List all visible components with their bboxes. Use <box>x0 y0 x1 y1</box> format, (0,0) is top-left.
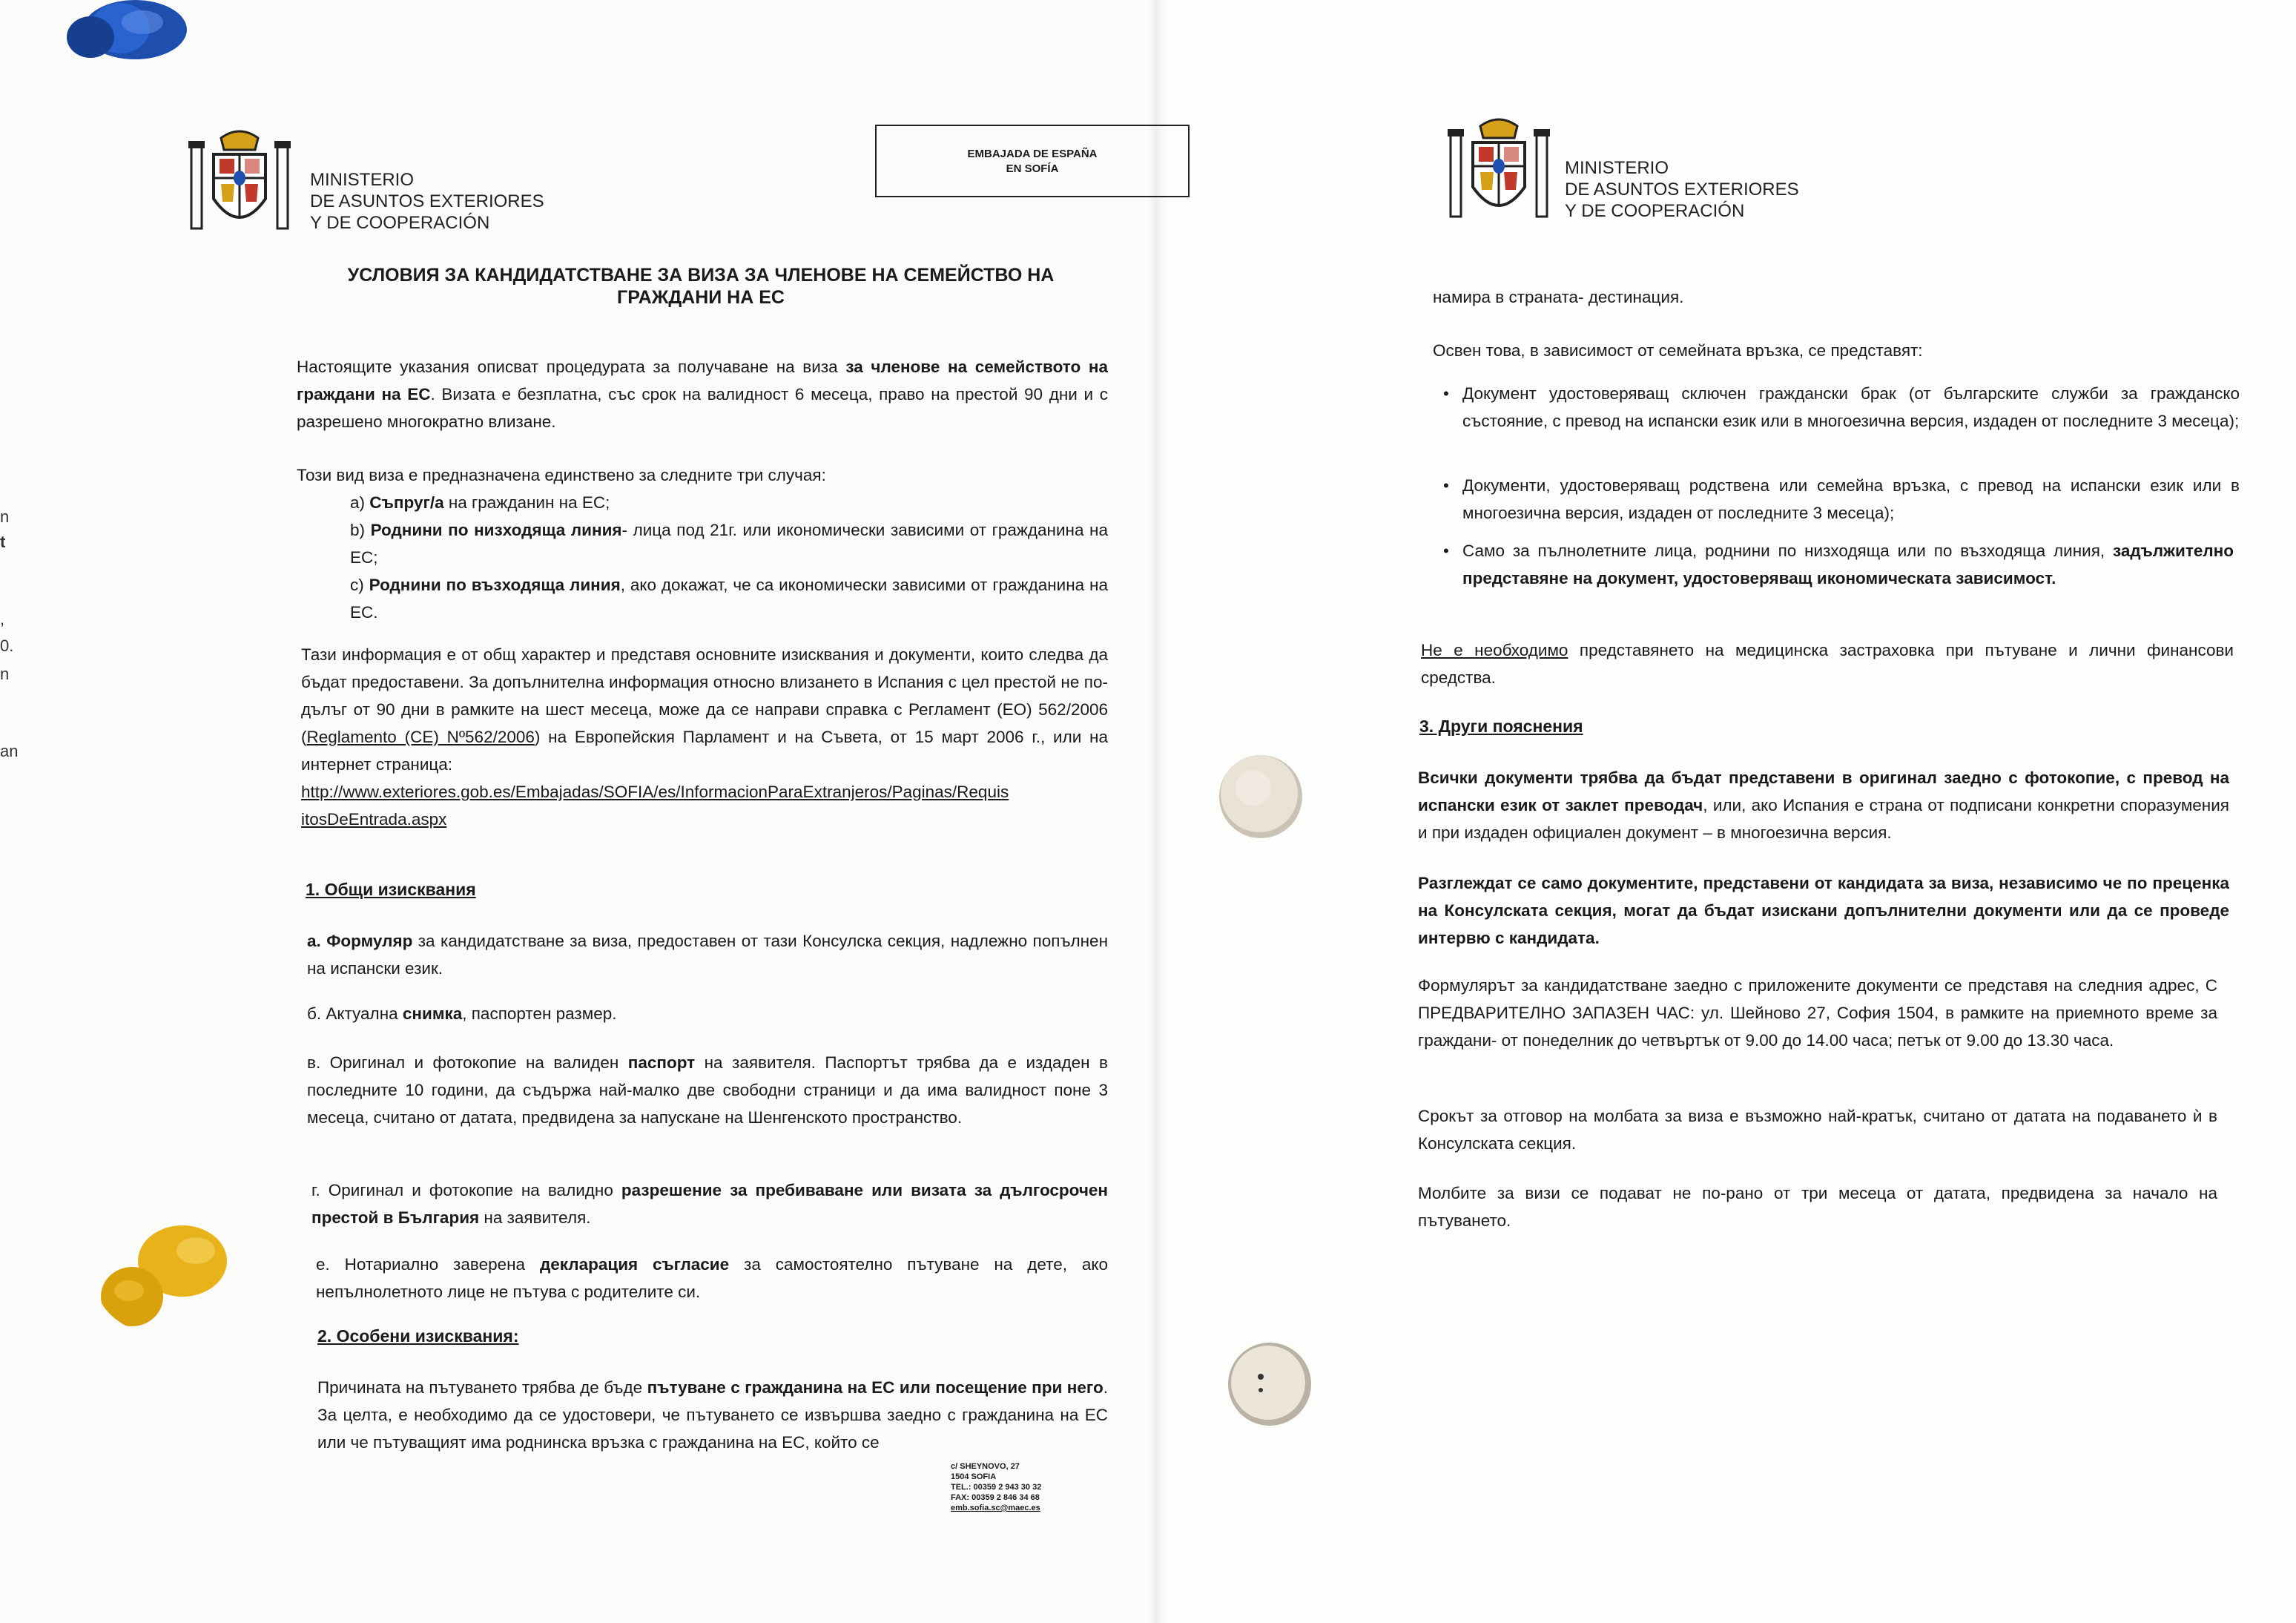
timing-paragraph <box>1418 1179 2217 1234</box>
submission-text: Формулярът за кандидатстване заедно с приложените документи се представя на следния адрес, С ПРЕДВАРИТЕЛНО ЗАПАЗЕН ЧАС: ул. Шейново 27, София 1504, в рамките на приемното време за граждани- от понеделник до четвъртък от 9.00 до 14.00 часа; петък от 9.00 до 13.30 часа. <box>1418 976 2217 1050</box>
edge-mark: an <box>0 742 19 760</box>
intro-paragraph <box>297 353 1108 435</box>
review-bold: Разглеждат се само документите, представени от кандидата за виза, независимо че по преценка на Консулската секция, могат да бъдат изискани допълнителни документи или да се проведе интервю с кандидата. <box>1418 874 2229 947</box>
info-paragraph <box>301 641 1108 833</box>
website-link-part[interactable]: http://www.exteriores.gob.es/Embajadas/SOFIA/es/InformacionParaExtranjeros/Paginas/Requis <box>301 783 1009 801</box>
req-bold: снимка <box>402 1004 463 1023</box>
response-text: Срокът за отговор на молбата за виза е възможно най-кратък, считано от датата на подаването ѝ в Консулската секция. <box>1418 1107 2217 1153</box>
title-line: УСЛОВИЯ ЗА КАНДИДАТСТВАНЕ ЗА ВИЗА ЗА ЧЛЕНОВЕ НА СЕМЕЙСТВО НА <box>347 265 1055 286</box>
bullet-text: Само за пълнолетните лица, роднини по низходяща или по възходяща линия, <box>1462 541 2113 560</box>
bullet-bold: задължително представяне на документ, удостоверяващ икономическата зависимост. <box>1462 541 2234 587</box>
ministry-line: Y DE COOPERACIÓN <box>310 213 490 233</box>
address-line: 1504 SOFIA <box>951 1472 997 1481</box>
embassy-line: EMBAJADA DE ESPAÑA <box>967 148 1098 160</box>
edge-mark: t <box>0 533 6 551</box>
magnet-icon <box>1224 1338 1314 1429</box>
timing-text: Молбите за визи се подават не по-рано от три месеца от датата, предвидена за начало на пътуването. <box>1418 1184 2217 1230</box>
section-1-heading: 1. Общи изисквания <box>306 880 476 899</box>
spanish-crest-icon <box>1443 110 1554 228</box>
ministry-line: MINISTERIO <box>310 170 415 190</box>
review-paragraph <box>1418 869 2229 952</box>
website-link-part[interactable]: itosDeEntrada.aspx <box>301 810 447 829</box>
sec2-text: Причината на пътуването трябва де бъде <box>317 1378 647 1397</box>
intro-text: . Визата е безплатна, със срок на валидност 6 месеца, право на престой 90 дни и с разрешено многократно влизане. <box>297 385 1108 431</box>
ministry-name <box>310 169 544 234</box>
edge-mark: , <box>0 610 5 628</box>
req-bold: Формуляр <box>326 932 413 950</box>
req-bold: декларация съгласие <box>539 1255 730 1274</box>
bullet-dot: • <box>1443 384 1449 403</box>
regulation-link[interactable]: Reglamento (CE) Nº562/2006 <box>306 728 535 746</box>
bullet-text: Документи, удостоверяващ родствена или семейна връзка, с превод на испански език или в многоезична версия, издаден от последните 3 месеца); <box>1462 476 2240 522</box>
info-text: Тази информация е от общ характер и представя основните изисквания и документи, които следва да бъдат предоставени. За допълнителна информация относно влизането в Испания с цел престой не по-дълъг от 90 дни в рамките на шест месеца, може да се направи справка с Регламент (ЕО) 562/2006 ( <box>301 645 1108 746</box>
address-line: TEL.: 00359 2 943 30 32 <box>951 1483 1042 1492</box>
info-text: ) на Европейския Парламент и на Съвета, от 15 март 2006 г., или на интернет страница: <box>301 728 1108 774</box>
intro-bold: за членове на семейството на граждани на ЕС <box>297 358 1108 404</box>
besides-text: Освен това, в зависимост от семейната връзка, се представят: <box>1433 341 1923 360</box>
response-paragraph <box>1418 1102 2217 1157</box>
spanish-crest-icon <box>184 125 295 237</box>
cases-list <box>350 489 1108 626</box>
case-bold: Съпруг/а <box>369 493 444 512</box>
cases-lead: Този вид виза е предназначена единствено за следните три случая: <box>297 466 826 484</box>
section-2-paragraph <box>317 1374 1108 1456</box>
edge-mark: 0. <box>0 636 14 655</box>
bullet-text: Документ удостоверяващ сключен граждански брак (от българските служби за гражданско състояние, с превод на испански език или в многоезична версия, издаден от последните 3 месеца); <box>1462 384 2240 430</box>
req-text: на заявителя. <box>479 1208 591 1227</box>
bullet-dot: • <box>1443 476 1449 495</box>
not-needed-text: представянето на медицинска застраховка при пътуване и лични финансови средства. <box>1421 641 2234 687</box>
embassy-stamp-box <box>875 125 1190 197</box>
req-marker: а. <box>307 932 327 950</box>
requirement-a <box>307 927 1108 982</box>
bullet-kinship <box>1443 472 2240 527</box>
yellow-pushpin-icon <box>93 1217 234 1335</box>
req-text: в. Оригинал и фотокопие на валиден <box>307 1053 628 1072</box>
embassy-address <box>951 1461 1041 1513</box>
ministry-line: Y DE COOPERACIÓN <box>1565 201 1745 221</box>
not-needed-paragraph <box>1421 636 2234 691</box>
ministry-line: DE ASUNTOS EXTERIORES <box>1565 180 1799 200</box>
bullet-marriage <box>1443 380 2240 435</box>
bullet-dot: • <box>1443 541 1449 560</box>
case-text: на гражданин на ЕС; <box>443 493 610 512</box>
title-line: ГРАЖДАНИ НА ЕС <box>617 287 785 308</box>
magnet-icon <box>1216 751 1307 841</box>
website-link[interactable] <box>301 778 1108 833</box>
bullet-dependency <box>1443 537 2234 592</box>
req-bold: паспорт <box>627 1053 696 1072</box>
case-text: , ако докажат, че са икономически зависими от гражданина на ЕС. <box>350 576 1108 622</box>
originals-paragraph <box>1418 764 2229 846</box>
sec2-text: . За целта, е необходимо да се удостовери, че пътуването се извършва заедно с гражданина на ЕС или че пътуващият има роднинска връзка с гражданина на ЕС, който се <box>317 1378 1108 1452</box>
case-marker: а) <box>350 493 370 512</box>
address-email[interactable]: emb.sofia.sc@maec.es <box>951 1504 1040 1512</box>
requirement-b <box>307 1000 1108 1027</box>
address-line: FAX: 00359 2 846 34 68 <box>951 1493 1040 1502</box>
requirement-e <box>316 1251 1108 1306</box>
ministry-line: DE ASUNTOS EXTERIORES <box>310 191 544 211</box>
req-text: за кандидатстване за виза, предоставен от тази Консулска секция, надлежно попълнен на испански език. <box>307 932 1108 978</box>
document-title <box>282 264 1120 309</box>
case-bold: Роднини по низходяща линия <box>370 521 622 539</box>
submission-paragraph <box>1418 972 2217 1054</box>
cases-block <box>297 461 1108 626</box>
originals-bold: Всички документи трябва да бъдат представени в оригинал заедно с фотокопие, с превод на испански език от заклет преводач <box>1418 768 2229 814</box>
ministry-line: MINISTERIO <box>1565 158 1669 178</box>
intro-text: Настоящите указания описват процедурата за получаване на виза <box>297 358 846 376</box>
req-text: б. Актуална <box>307 1004 403 1023</box>
not-needed-label: Не е необходимо <box>1421 641 1568 659</box>
edge-mark: n <box>0 507 10 526</box>
req-text: е. Нотариално заверена <box>316 1255 540 1274</box>
edge-mark: n <box>0 665 10 683</box>
ministry-name <box>1565 157 1799 222</box>
requirement-d <box>311 1176 1108 1231</box>
req-text: за самостоятелно пътуване на дете, ако непълнолетното лице не пътува с родителите си. <box>316 1255 1108 1301</box>
address-line: c/ SHEYNOVO, 27 <box>951 1462 1020 1471</box>
req-text: , паспортен размер. <box>462 1004 617 1023</box>
req-bold: разрешение за пребиваване или визата за дългосрочен престой в България <box>311 1181 1108 1227</box>
case-marker: c) <box>350 576 369 594</box>
continued-text: намира в страната- дестинация. <box>1433 288 1684 306</box>
case-marker: b) <box>350 521 371 539</box>
originals-text: , или, ако Испания е страна от подписани конкретни споразумения и при издаден официален документ – в многоезична версия. <box>1418 796 2229 842</box>
page-gutter <box>1148 0 1166 1623</box>
embassy-line: EN SOFÍA <box>1006 162 1059 175</box>
section-2-heading: 2. Особени изисквания: <box>317 1326 519 1346</box>
case-bold: Роднини по възходяща линия <box>369 576 621 594</box>
requirement-c <box>307 1049 1108 1131</box>
case-text: - лица под 21г. или икономически зависими от гражданина на ЕС; <box>350 521 1108 567</box>
req-text: на заявителя. Паспортът трябва да е издаден в последните 10 години, да съдържа най-малко две свободни страници и да има валидност поне 3 месеца, считано от датата, предвидена за напускане на Шенгенското пространство. <box>307 1053 1108 1127</box>
section-3-heading: 3. Други пояснения <box>1419 717 1583 736</box>
sec2-bold: пътуване с гражданина на ЕС или посещение при него <box>647 1378 1104 1397</box>
req-text: г. Оригинал и фотокопие на валидно <box>311 1181 621 1199</box>
